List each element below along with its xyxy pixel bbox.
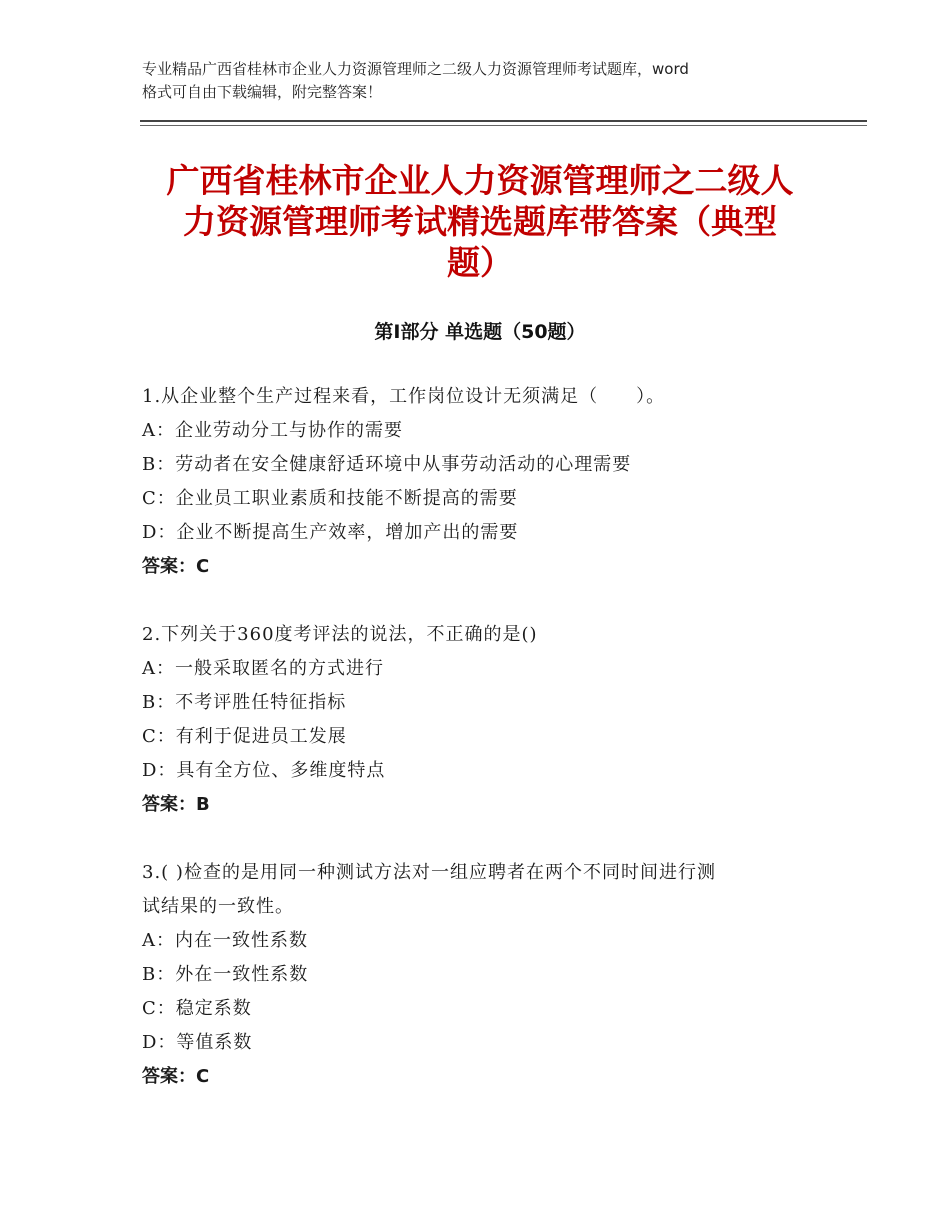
document-title-line-2: 力资源管理师考试精选题库带答案（典型 bbox=[183, 202, 777, 241]
option-d: D：等值系数 bbox=[142, 1032, 253, 1053]
header-note bbox=[142, 58, 822, 104]
answer: 答案：C bbox=[142, 1066, 210, 1087]
option-d: D：具有全方位、多维度特点 bbox=[142, 760, 386, 781]
document-title-line-1: 广西省桂林市企业人力资源管理师之二级人 bbox=[166, 161, 794, 200]
document-title bbox=[140, 160, 820, 283]
option-d: D：企业不断提高生产效率，增加产出的需要 bbox=[142, 522, 519, 543]
option-a: A：一般采取匿名的方式进行 bbox=[142, 658, 384, 679]
option-b: B：不考评胜任特征指标 bbox=[142, 692, 347, 713]
question-1 bbox=[142, 380, 812, 584]
question-3 bbox=[142, 856, 812, 1094]
document-title-line-3: 题） bbox=[447, 243, 513, 282]
option-a: A：企业劳动分工与协作的需要 bbox=[142, 420, 403, 441]
question-stem: 2.下列关于360度考评法的说法，不正确的是() bbox=[142, 624, 538, 645]
option-c: C：有利于促进员工发展 bbox=[142, 726, 347, 747]
question-stem-continued: 试结果的一致性。 bbox=[142, 896, 294, 917]
question-2 bbox=[142, 618, 812, 822]
header-divider-thick bbox=[140, 120, 867, 122]
answer: 答案：C bbox=[142, 556, 210, 577]
option-b: B：劳动者在安全健康舒适环境中从事劳动活动的心理需要 bbox=[142, 454, 632, 475]
option-b: B：外在一致性系数 bbox=[142, 964, 309, 985]
option-c: C：企业员工职业素质和技能不断提高的需要 bbox=[142, 488, 518, 509]
header-note-line-2: 格式可自由下载编辑，附完整答案！ bbox=[142, 83, 383, 101]
option-a: A：内在一致性系数 bbox=[142, 930, 308, 951]
question-stem: 3.( )检查的是用同一种测试方法对一组应聘者在两个不同时间进行测 bbox=[142, 862, 716, 883]
question-list bbox=[142, 380, 812, 1128]
header-note-line-1: 专业精品广西省桂林市企业人力资源管理师之二级人力资源管理师考试题库，word bbox=[142, 60, 689, 78]
answer: 答案：B bbox=[142, 794, 210, 815]
header-divider-thin bbox=[140, 125, 867, 126]
question-stem: 1.从企业整个生产过程来看，工作岗位设计无须满足（ ）。 bbox=[142, 386, 666, 407]
section-title: 第Ⅰ部分 单选题（50题） bbox=[374, 321, 586, 343]
option-c: C：稳定系数 bbox=[142, 998, 252, 1019]
